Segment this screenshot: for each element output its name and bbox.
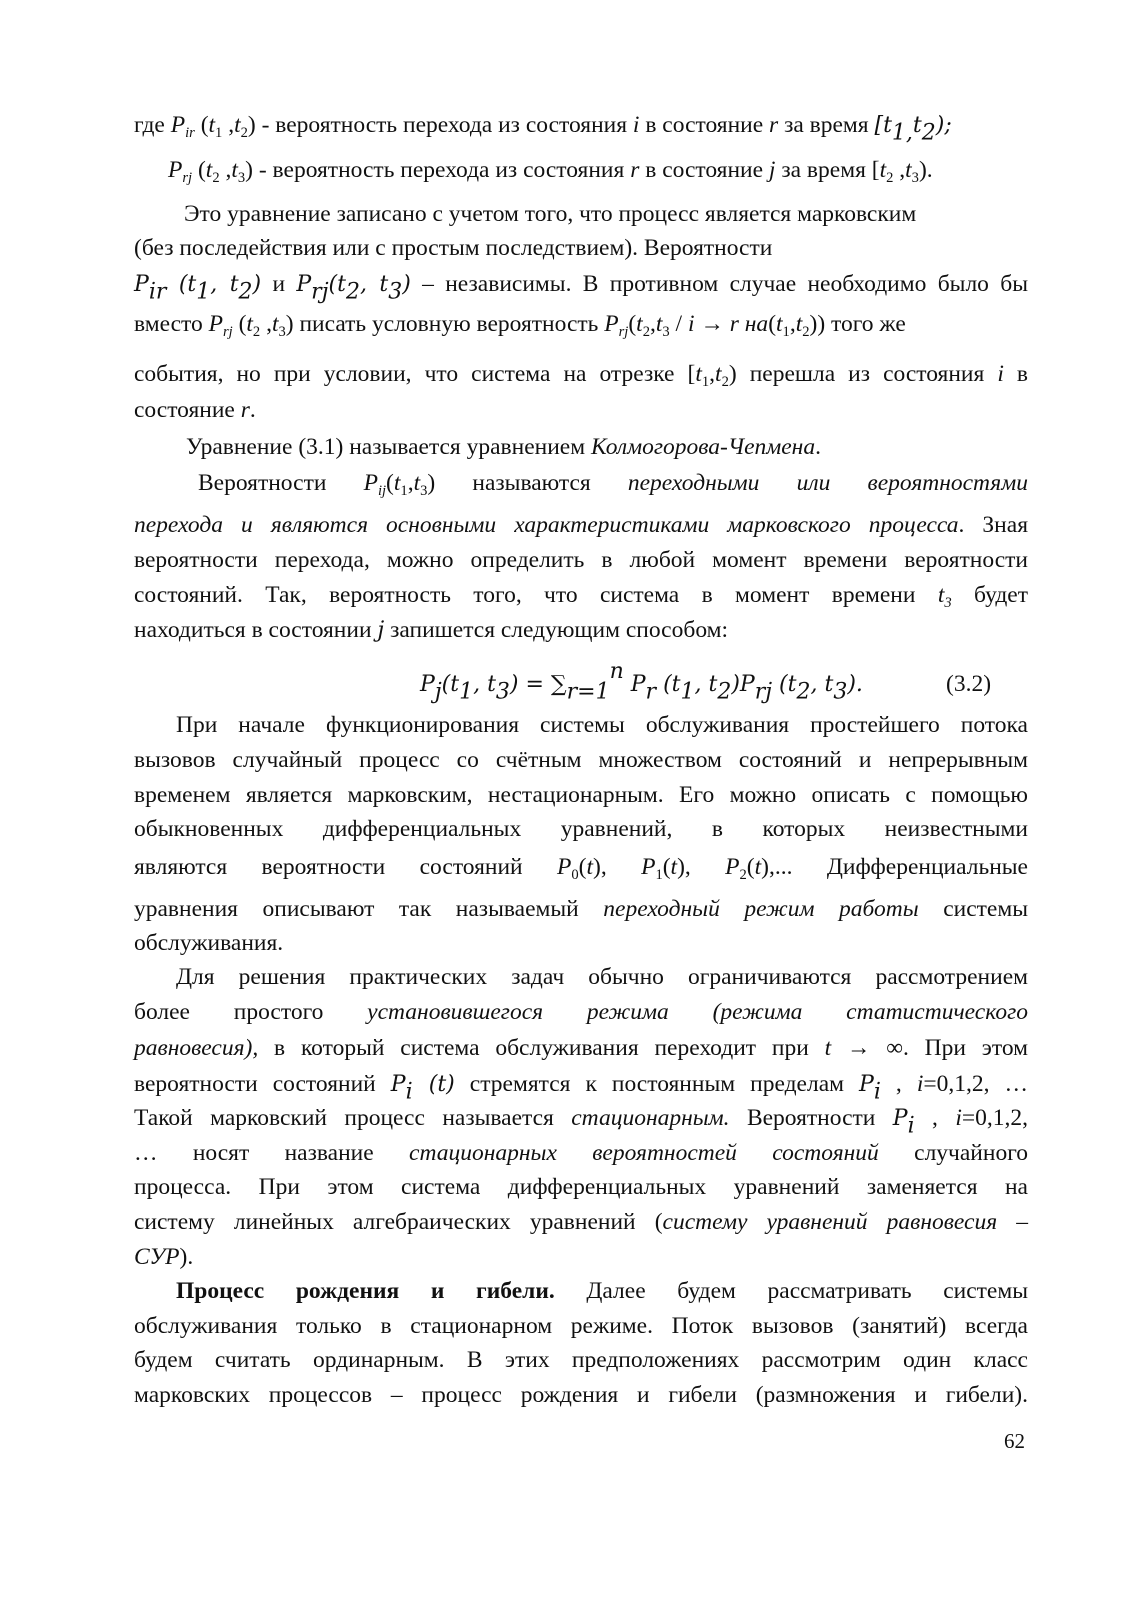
text-run: будет [951, 582, 1028, 608]
text-run: ir [148, 279, 167, 305]
text-run: ) [252, 272, 262, 297]
text-line [134, 267, 1028, 303]
text-run: t [413, 470, 421, 496]
text-run: t [231, 157, 238, 183]
text-run: 3 [278, 324, 286, 341]
text-run: Уравнение (3.1) называется уравнением [186, 434, 591, 460]
text-line [134, 892, 1028, 927]
text-run: r [630, 157, 640, 183]
text-run: ij [377, 483, 387, 500]
text-run: 3 [420, 483, 428, 500]
text-run: в [1003, 361, 1028, 387]
text-run: 3 [237, 170, 246, 187]
text-run: rj [311, 279, 329, 305]
text-run: ir [185, 125, 195, 142]
text-run: t [393, 470, 401, 496]
text-run: ( [746, 854, 755, 880]
text-run: ( [194, 112, 209, 138]
text-run: / [669, 311, 688, 337]
text-run: P [892, 1106, 908, 1131]
text-run: P [725, 854, 740, 880]
text-run: СУР [134, 1244, 180, 1270]
text-run: вероятности перехода, можно определить в любой момент времени вероятности [134, 547, 1028, 573]
text-line [134, 1136, 1028, 1171]
text-run: P [168, 157, 183, 183]
text-run: 1 [215, 125, 223, 142]
text-run: , [222, 112, 235, 138]
text-run: ). [918, 157, 933, 183]
text-line [176, 1274, 1028, 1309]
text-run: ( [768, 311, 777, 337]
text-run: 1 [655, 867, 663, 884]
equation-number: (3.2) [946, 671, 992, 697]
text-run: , [407, 470, 414, 496]
text-run: (t [441, 672, 460, 697]
text-run: [t [874, 113, 892, 138]
text-line [134, 812, 1028, 847]
text-run: в состояние [639, 157, 769, 183]
text-run: , [914, 1105, 956, 1131]
text-run: 1 [701, 374, 710, 391]
text-run: установившегося режима (режима статистического [367, 999, 1028, 1025]
text-run: . [249, 397, 256, 423]
text-run: , [789, 311, 796, 337]
text-run: 1 [459, 679, 474, 705]
text-run: 2 [796, 679, 811, 705]
text-run: P [208, 311, 223, 337]
text-run: При начале функционирования системы обслуживания простейшего потока [176, 712, 1028, 738]
text-run: P [390, 1072, 406, 1097]
text-run: rj [182, 170, 193, 187]
text-run: 3 [911, 170, 919, 187]
text-run: ) - вероятность перехода из состояния [245, 157, 631, 183]
text-line [134, 743, 1028, 778]
text-run: n [609, 658, 624, 684]
text-run: вместо [134, 311, 209, 337]
text-line [134, 578, 1028, 613]
text-run: t [754, 854, 762, 880]
text-run: rj [754, 679, 773, 705]
text-run: , t [473, 672, 496, 697]
text-run: 1 [782, 324, 790, 341]
text-run: в который система обслуживания переходит при [258, 1035, 825, 1061]
text-run: rj [618, 324, 629, 341]
text-run: =0,1,2, … [923, 1071, 1028, 1097]
text-line [134, 1343, 1028, 1378]
text-run: ) = ∑ [509, 672, 567, 697]
text-run: =0,1,2, [961, 1105, 1028, 1131]
text-line [134, 357, 1028, 392]
text-line [134, 108, 1028, 144]
text-run: случайного [878, 1140, 1028, 1166]
text-run: → ∞. При этом [831, 1035, 1028, 1061]
text-run: P [420, 672, 435, 697]
text-run: 3 [944, 595, 952, 612]
text-line [134, 1101, 1028, 1137]
text-run: 2 [345, 279, 360, 305]
text-run: i [955, 1105, 962, 1131]
text-run: ) писать условную вероятность [285, 311, 605, 337]
text-run: , [893, 157, 906, 183]
text-run: t [636, 311, 643, 337]
text-run: P [641, 854, 656, 880]
text-run: t [234, 112, 241, 138]
text-run: 2 [240, 125, 248, 142]
text-run: на [744, 311, 769, 337]
text-run: P [363, 470, 378, 496]
text-run: t [208, 112, 216, 138]
text-run: Вероятности [198, 470, 364, 496]
text-run: ( [386, 470, 394, 496]
text-run: состояний. Так, вероятность того, что система в момент времени [134, 582, 938, 608]
text-run: Процесс рождения и гибели. [176, 1278, 555, 1304]
text-run: ( [662, 854, 671, 880]
text-run: 2 [717, 679, 732, 705]
text-line [134, 508, 1028, 543]
text-run: за время [778, 112, 875, 138]
text-run: находиться в состоянии [134, 617, 378, 643]
text-run: i [632, 112, 640, 138]
text-run: стационарным. [571, 1105, 730, 1131]
text-line [134, 995, 1028, 1030]
text-run: 2 [642, 324, 650, 341]
text-run: i [687, 311, 695, 337]
text-run: 2 [238, 279, 253, 305]
text-run: 1 [196, 279, 211, 305]
text-run: где [134, 112, 171, 138]
text-run: уравнения описывают так называемый [134, 896, 604, 922]
text-line [134, 1240, 1028, 1275]
text-run: r [729, 311, 739, 337]
text-run: r=1 [566, 679, 610, 705]
text-run: Для решения практических задач обычно ограничиваются рассмотрением [176, 964, 1028, 990]
text-run: P [296, 272, 312, 297]
text-run: … носят название [134, 1140, 410, 1166]
text-run: системы [918, 896, 1028, 922]
text-run: ( [578, 854, 587, 880]
text-run: → [694, 311, 730, 337]
text-run: . Зная [958, 512, 1028, 538]
text-line [134, 543, 1028, 578]
text-run: , [709, 361, 716, 387]
text-run: t [695, 361, 702, 387]
text-run: t [776, 311, 783, 337]
text-line [198, 466, 1028, 501]
text-run: )) того же [809, 311, 906, 337]
text-line [134, 1067, 1028, 1103]
text-run: ( [192, 157, 206, 183]
text-line [134, 850, 1028, 885]
text-run: ), [677, 854, 726, 880]
text-run: Далее будем рассматривать системы [554, 1278, 1028, 1304]
text-run: t [655, 311, 663, 337]
text-line [186, 430, 1028, 465]
text-line [134, 1031, 1028, 1066]
text-run: (t [166, 272, 197, 297]
text-run: P [170, 112, 186, 138]
text-line [134, 307, 1028, 342]
text-run: , [219, 157, 232, 183]
text-run: , [649, 311, 656, 337]
text-run: , t [210, 272, 239, 297]
text-run: , t [359, 272, 389, 297]
text-run: Колмогорова-Чепмена [590, 434, 816, 460]
text-run: систему уравнений равновесия – [662, 1209, 1028, 1235]
text-run: t [586, 854, 593, 880]
text-run: ). [179, 1244, 194, 1270]
text-run: стационарных вероятностей состояний [409, 1140, 879, 1166]
text-line [134, 231, 1028, 266]
text-run: и [261, 271, 297, 297]
text-run: (t [656, 672, 681, 697]
text-run: (t) [412, 1072, 455, 1097]
text-run: t [879, 157, 887, 183]
text-run: – независимы. В противном случае необходимо было бы [410, 271, 1029, 297]
text-run: P [859, 1072, 874, 1097]
text-run: )P [731, 672, 755, 697]
text-run: (без последействия или с простым последствием). Вероятности [134, 235, 773, 261]
text-run: i [405, 1079, 413, 1105]
text-run: t [715, 361, 722, 387]
text-run: t [905, 157, 912, 183]
text-run: переходный режим работы [603, 896, 919, 922]
text-run: , t [694, 672, 718, 697]
text-run: , [260, 311, 272, 337]
text-line [134, 1170, 1028, 1205]
text-run: P [557, 854, 572, 880]
text-line [176, 960, 1028, 995]
text-run: P [604, 311, 619, 337]
text-run: t [937, 582, 945, 608]
text-run: t [246, 311, 253, 337]
text-run: ) называются [427, 470, 628, 496]
text-run: j [434, 679, 442, 705]
text-run: в состояние [639, 112, 770, 138]
text-run: 1, [891, 120, 913, 146]
text-run: i [873, 1079, 881, 1105]
text-run: t [912, 113, 922, 138]
text-run: обслуживания только в стационарном режиме. Поток вызовов (занятий) всегда [134, 1313, 1028, 1339]
page-number: 62 [1004, 1429, 1025, 1453]
text-run: 1 [680, 679, 695, 705]
text-run: P [623, 672, 646, 697]
text-run: 2 [802, 324, 810, 341]
text-run: ( [628, 311, 637, 337]
text-run: Вероятности [729, 1105, 893, 1131]
text-run: t [824, 1035, 832, 1061]
text-run: t [670, 854, 678, 880]
text-run: 3 [833, 679, 848, 705]
text-run: r [769, 112, 779, 138]
text-line [184, 197, 1028, 232]
equation-3-2 [420, 658, 863, 705]
text-run: будем считать ординарным. В этих предположениях рассмотрим один класс [134, 1347, 1028, 1373]
text-run: ),... Дифференциальные [761, 854, 1028, 880]
text-run: . [815, 434, 821, 460]
text-run: процесса. При этом система дифференциальных уравнений заменяется на [134, 1174, 1028, 1200]
text-line [134, 393, 1028, 428]
text-run: , t [810, 672, 834, 697]
text-run: i [997, 361, 1004, 387]
text-run: события, но при условии, что система на отрезке [ [134, 361, 696, 387]
text-run: вероятности состояний [134, 1071, 391, 1097]
text-run: 2 [886, 170, 894, 187]
text-run: Такой марковский процесс называется [134, 1105, 572, 1131]
text-run: ). [847, 672, 863, 697]
text-run: 1 [400, 483, 408, 500]
text-run: j [377, 618, 385, 643]
text-run: r [240, 397, 250, 423]
text-line [134, 613, 1028, 649]
text-run: состояние [134, 397, 241, 423]
text-run: 3 [495, 679, 510, 705]
text-line [176, 708, 1028, 743]
text-run: i [907, 1113, 915, 1139]
text-run: марковских процессов – процесс рождения и гибели (размножения и гибели). [134, 1382, 1028, 1408]
text-run: стремятся к постоянным пределам [454, 1071, 860, 1097]
text-run: 2 [921, 120, 936, 146]
text-run: t [271, 311, 279, 337]
text-run: rj [222, 324, 233, 341]
text-run: более простого [134, 999, 368, 1025]
text-run: 2 [252, 324, 261, 341]
text-run: запишется следующим способом: [384, 617, 729, 643]
text-run: Это уравнение записано с учетом того, что процесс является марковским [184, 201, 917, 227]
text-line [134, 1378, 1028, 1413]
text-run: i [916, 1071, 924, 1097]
text-run: P [134, 272, 149, 297]
text-run: , [880, 1071, 917, 1097]
text-run: временем является марковским, нестационарным. Его можно описать с помощью [134, 782, 1028, 808]
text-run: t [795, 311, 803, 337]
text-run: t [205, 157, 213, 183]
text-run: являются вероятности состояний [134, 854, 557, 880]
text-line [134, 778, 1028, 813]
text-run: j [768, 157, 776, 183]
text-run: обыкновенных дифференциальных уравнений, в которых неизвестными [134, 816, 1028, 842]
text-run: ), [593, 854, 642, 880]
text-run: ( [232, 311, 247, 337]
text-run: систему линейных алгебраических уравнений ( [134, 1209, 663, 1235]
text-line [134, 1309, 1028, 1344]
text-run: 2 [212, 170, 220, 187]
text-line [134, 926, 1028, 961]
text-run: 3 [388, 279, 403, 305]
text-run: за время [ [775, 157, 880, 183]
text-line [168, 153, 1028, 188]
text-run: 3 [662, 324, 670, 341]
text-run: ) перешла из состояния [728, 361, 998, 387]
text-line [134, 1205, 1028, 1240]
text-run: ) [402, 272, 411, 297]
text-run: (t [772, 672, 797, 697]
text-run: равновесия), [134, 1035, 259, 1061]
text-run: (t [328, 272, 346, 297]
text-run: перехода и являются основными характеристиками марковского процесса [134, 512, 959, 538]
text-run: ); [935, 113, 952, 138]
text-run: 2 [739, 867, 747, 884]
text-run: переходными или вероятностями [627, 470, 1028, 496]
text-run: 2 [721, 374, 729, 391]
text-run: обслуживания. [134, 930, 284, 956]
text-run: вызовов случайный процесс со счётным множеством состояний и непрерывным [134, 747, 1028, 773]
text-run: 0 [571, 867, 579, 884]
text-run: r [645, 679, 657, 705]
text-run: ) - вероятность перехода из состояния [247, 112, 633, 138]
